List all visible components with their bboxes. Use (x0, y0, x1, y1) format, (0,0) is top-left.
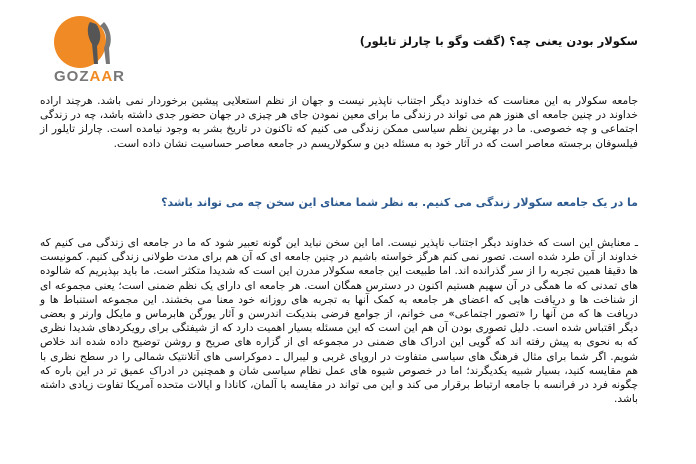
logo-wordmark: GOZAAR (54, 68, 126, 85)
answer-paragraph: ـ معنایش این است که خداوند دیگر اجتناب ناپذیر نیست. اما این سخن نباید این گونه تعبیر شود که ما در جامعه ای زندگی می کنیم که خداوند از آن طرد شده است. تصور نمی کنم هرگز خواسته باشیم در چنین جامعه ای که آن هم برای مدت طولانی زندگی کنیم. کمونیست ها دقیقا همین تجربه را از سر گذرانده اند. اما طبیعت این جامعه سکولار مدرن این است که شدیدا متکثر است. ما باید بپذیریم که شالوده های تمدنی که ما همگی در آن سهیم هستیم اکنون در دسترس همگان است. هر جامعه ای دارای یک نظم ضمنی است؛ یعنی مجموعه ای از شناخت ها و دریافت هایی که اعضای هر جامعه به کمک آنها به تجربه های روزانه خود معنا می بخشند. این مجموعه استنباط ها و دریافت ها که من آنها را «تصور اجتماعی» می خوانم، از جوامع فرضی بندیکت اندرسن و آثار یورگن هابرماس و مایکل وارنر و بعضی دیگر اقتباس شده است. دلیل تصوری بودن آن هم این است که این مسئله بسیار اهمیت دارد که از شیفتگی برای رویکردهای شدیدا نظری که به نحوی به پیش رفته اند که گویی این ادراک های ضمنی در مجموعه ای از گزاره های صریح و روشن توضیح داده شده اند خلاص شویم. اگر شما برای مثال فرهنگ های سیاسی متفاوت در اروپای غربی و لیبرال ـ دموکراسی های آتلانتیک شمالی را در سطح نظری با هم مقایسه کنید، بسیار شبیه یکدیگرند؛ اما در خصوص شیوه های عمل نظام سیاسی شان و همچنین در ادراک عمیق تر در این باره که چگونه فرد در فرانسه با جامعه ارتباط برقرار می کند و این می تواند در مقایسه با آلمان، کانادا و ایالات متحده آمریکا تفاوت زیادی داشته باشد. (40, 237, 638, 406)
gozaar-logo[interactable] (54, 16, 134, 90)
interview-question: ما در یک جامعه سکولار زندگی می کنیم. به نظر شما معنای این سخن چه می تواند باشد؟ (161, 196, 638, 209)
article-title: سکولار بودن یعنی چه؟ (گفت وگو با چارلز تایلور) (359, 34, 638, 48)
logo-figure-icon (76, 18, 116, 68)
intro-paragraph: جامعه سکولار به این معناست که خداوند دیگر اجتناب ناپذیر نیست و جهان از نظم استعلایی پیشین برخوردار نمی باشد. هرچند اراده خداوند در چنین جامعه ای هنوز هم می تواند در زندگی ما برای معین نمودن جای هر چیزی در جهان حضور جدی داشته باشد، چه در زندگی اجتماعی و چه خصوصی. ما در بهترین نظم سیاسی ممکن زندگی می کنیم که تاکنون در تاریخ بشر به وجود نیامده است. چارلز تایلور از فیلسوفان برجسته معاصر است که در آثار خود به مسئله دین و سکولاریسم در جامعه معاصر حساسیت نشان داده است. (40, 95, 638, 150)
